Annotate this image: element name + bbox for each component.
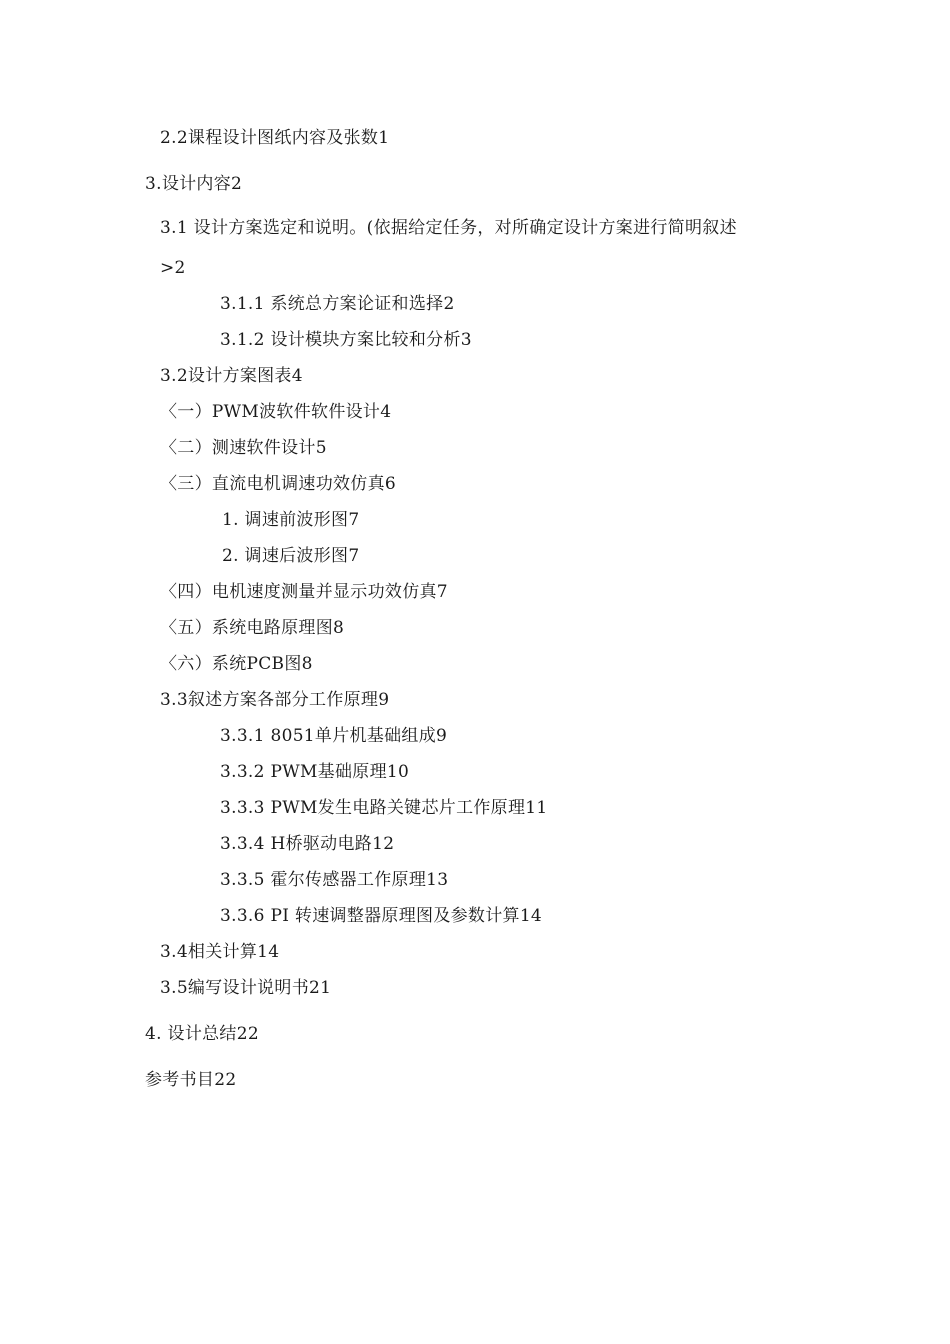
toc-entry-3-1-2: 3.1.2 设计模块方案比较和分析3 <box>220 330 472 350</box>
toc-entry-after-waveform: 2. 调速后波形图7 <box>222 546 360 566</box>
toc-entry-3-1: 3.1 设计方案选定和说明。(依据给定任务，对所确定设计方案进行简明叙述 <box>160 218 737 238</box>
toc-entry-pwm-software: 〈一）PWM波软件软件设计4 <box>160 402 392 422</box>
toc-entry-2-2: 2.2课程设计图纸内容及张数1 <box>160 128 390 148</box>
toc-entry-3-3-5: 3.3.5 霍尔传感器工作原理13 <box>220 870 449 890</box>
toc-entry-3-4: 3.4相关计算14 <box>160 942 280 962</box>
toc-entry-speed-measure-sim: 〈四）电机速度测量并显示功效仿真7 <box>160 582 448 602</box>
toc-entry-circuit-schematic: 〈五）系统电路原理图8 <box>160 618 345 638</box>
toc-entry-speed-software: 〈二）测速软件设计5 <box>160 438 327 458</box>
toc-entry-3-5: 3.5编写设计说明书21 <box>160 978 332 998</box>
toc-entry-3: 3.设计内容2 <box>145 174 243 194</box>
toc-entry-3-3-6: 3.3.6 PI 转速调整器原理图及参数计算14 <box>220 906 543 926</box>
toc-entry-before-waveform: 1. 调速前波形图7 <box>222 510 360 530</box>
toc-entry-3-3: 3.3叙述方案各部分工作原理9 <box>160 690 390 710</box>
toc-entry-3-1-1: 3.1.1 系统总方案论证和选择2 <box>220 294 455 314</box>
toc-entry-3-2: 3.2设计方案图表4 <box>160 366 303 386</box>
toc-entry-3-1-page: >2 <box>160 258 186 278</box>
toc-entry-3-3-4: 3.3.4 H桥驱动电路12 <box>220 834 395 854</box>
toc-entry-3-3-1: 3.3.1 8051单片机基础组成9 <box>220 726 448 746</box>
toc-entry-3-3-2: 3.3.2 PWM基础原理10 <box>220 762 410 782</box>
toc-entry-references: 参考书目22 <box>145 1070 237 1090</box>
toc-entry-4: 4. 设计总结22 <box>145 1024 259 1044</box>
toc-entry-3-3-3: 3.3.3 PWM发生电路关键芯片工作原理11 <box>220 798 548 818</box>
toc-entry-dc-motor-sim: 〈三）直流电机调速功效仿真6 <box>160 474 397 494</box>
toc-entry-pcb: 〈六）系统PCB图8 <box>160 654 313 674</box>
